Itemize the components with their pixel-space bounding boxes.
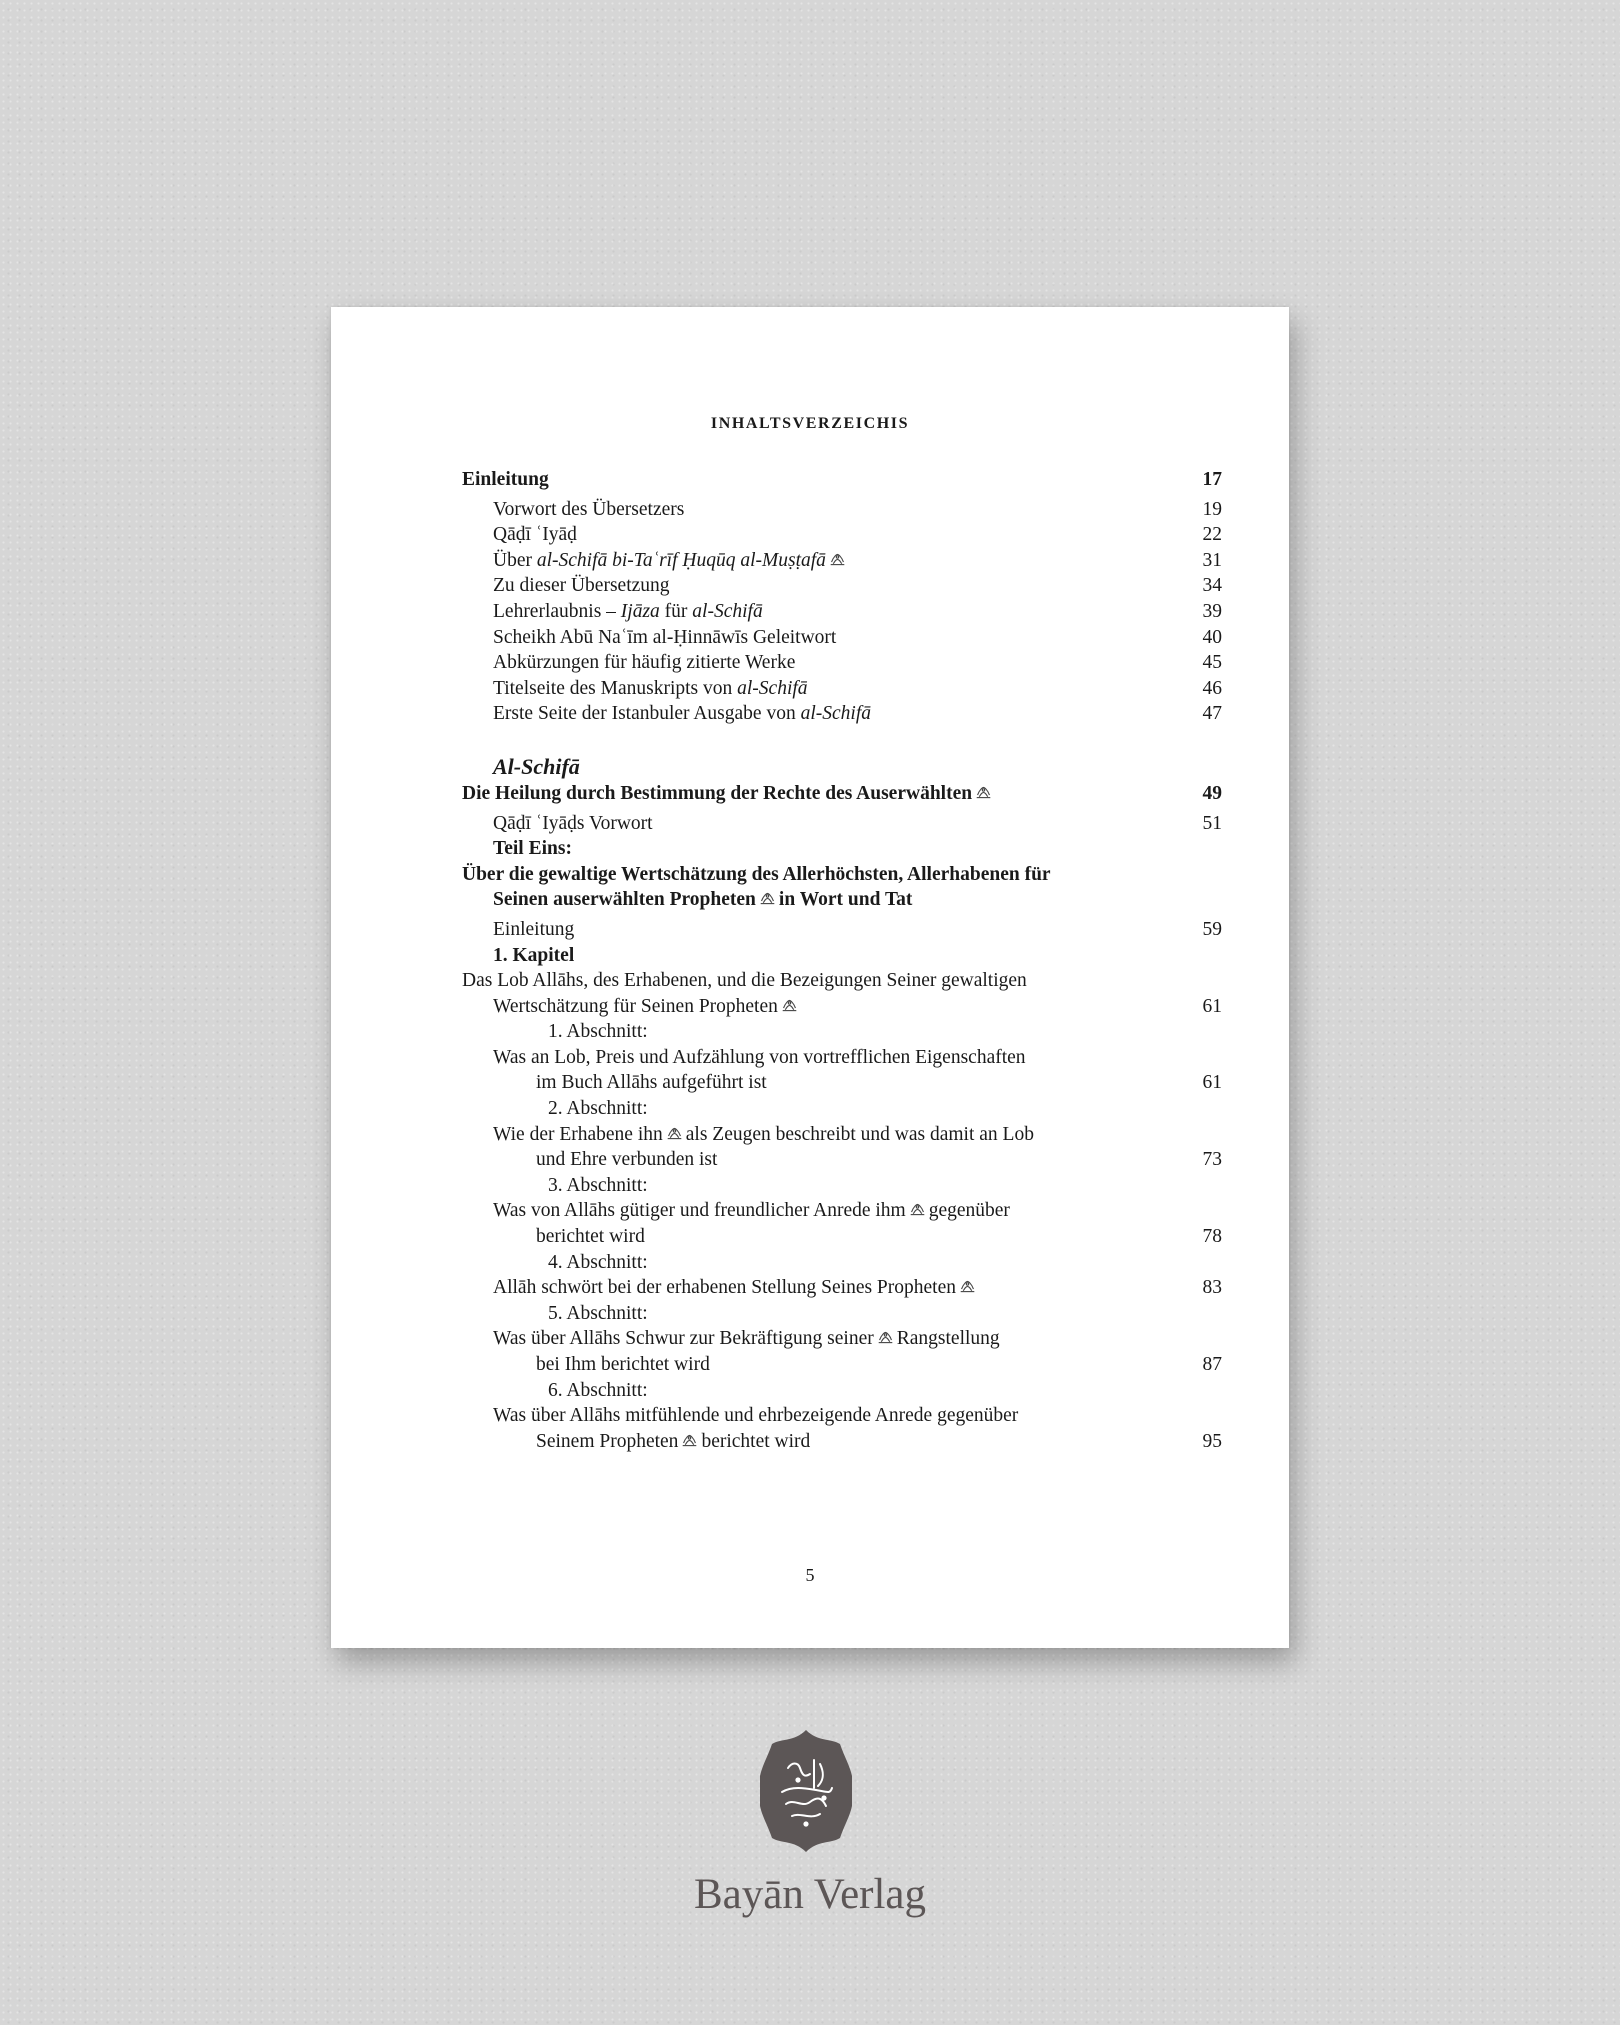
abschnitt-title: Was über Allāhs mitfühlende und ehrbezeigende Anrede gegenüber — [493, 1405, 1019, 1427]
part-label: Teil Eins: — [493, 838, 572, 860]
part-title: Über die gewaltige Wertschätzung des Allerhöchsten, Allerhabenen für — [462, 863, 1051, 885]
toc-entry-subtitle: Die Heilung durch Bestimmung der Rechte des Auserwählten 49 — [462, 781, 1222, 807]
publisher-name: Bayān Verlag — [693, 1871, 927, 1918]
abschnitt-title-continued: bei Ihm berichtet wird 87 — [462, 1352, 1222, 1378]
toc-entry: Titelseite des Manuskripts von al-Schifā 46 — [462, 676, 1222, 702]
abschnitt-title-continued: Seinem Propheten berichtet wird 95 — [462, 1429, 1222, 1455]
part-title-continued: Seinen auserwählten Propheten in Wort und Tat — [493, 889, 913, 911]
abschnitt-label: 3. Abschnitt: — [548, 1174, 648, 1196]
page-number: 51 — [1202, 812, 1222, 834]
chapter-title-continued: Wertschätzung für Seinen Propheten 61 — [462, 994, 1222, 1020]
page-number: 22 — [1202, 524, 1222, 546]
abschnitt-title-continued: im Buch Allāhs aufgeführt ist 61 — [462, 1070, 1222, 1096]
page-number: 95 — [1202, 1430, 1222, 1452]
abschnitt-title: Was über Allāhs Schwur zur Bekräftigung seiner Rangstellung — [493, 1328, 1000, 1350]
toc-entry-einleitung: Einleitung 17 — [462, 467, 1222, 493]
page-number: 78 — [1202, 1226, 1222, 1248]
abschnitt-label: 6. Abschnitt: — [548, 1379, 648, 1401]
section-title: Al-Schifā — [493, 753, 580, 779]
page-number: 87 — [1202, 1354, 1222, 1375]
toc-entry: Abkürzungen für häufig zitierte Werke 45 — [462, 650, 1222, 676]
abschnitt-title: Was von Allāhs gütiger und freundlicher Anrede ihm gegenüber — [493, 1200, 1010, 1222]
chapter-title: Das Lob Allāhs, des Erhabenen, und die Bezeigungen Seiner gewaltigen — [462, 970, 1027, 992]
page-number: 61 — [1202, 995, 1222, 1017]
chapter-label: 1. Kapitel — [493, 944, 575, 966]
abschnitt-title: Was an Lob, Preis und Aufzählung von vortrefflichen Eigenschaften — [493, 1046, 1026, 1068]
page-number: 46 — [1202, 677, 1222, 699]
abschnitt-label: 1. Abschnitt: — [548, 1021, 648, 1043]
salawat-glyph-icon — [877, 1329, 894, 1346]
toc-entry: Lehrerlaubnis – Ijāza für al-Schifā 39 — [462, 599, 1222, 625]
page-number: 40 — [1202, 626, 1222, 648]
page-number: 73 — [1202, 1149, 1222, 1171]
book-page — [331, 307, 1289, 1648]
abschnitt-title: Allāh schwört bei der erhabenen Stellung Seines Propheten 83 — [462, 1275, 1222, 1301]
page-number: 34 — [1202, 575, 1222, 597]
toc-entry: Über al-Schifā bi-Taʿrīf Ḥuqūq al-Muṣṭafā 31 — [462, 548, 1222, 574]
abschnitt-label: 5. Abschnitt: — [548, 1302, 648, 1324]
salawat-glyph-icon — [759, 890, 776, 907]
abschnitt-label: 2. Abschnitt: — [548, 1098, 648, 1120]
table-of-contents — [462, 467, 1222, 1454]
abschnitt-title-continued: berichtet wird 78 — [462, 1224, 1222, 1250]
salawat-glyph-icon — [829, 551, 846, 568]
toc-entry: Einleitung 59 — [462, 917, 1222, 943]
page-number: 17 — [1202, 469, 1222, 490]
toc-entry: Qāḍī ʿIyāḍs Vorwort 51 — [462, 811, 1222, 837]
toc-entry: Erste Seite der Istanbuler Ausgabe von al-Schifā 47 — [462, 701, 1222, 727]
page-number: 83 — [1202, 1277, 1222, 1299]
page-number: 39 — [1202, 600, 1222, 622]
page-number: 47 — [1202, 703, 1222, 725]
salawat-glyph-icon — [909, 1201, 926, 1218]
page-number: 31 — [1202, 549, 1222, 571]
page-number: 59 — [1202, 918, 1222, 940]
toc-entry: Vorwort des Übersetzers 19 — [462, 497, 1222, 523]
abschnitt-title: Wie der Erhabene ihn als Zeugen beschreibt und was damit an Lob — [493, 1123, 1034, 1145]
page-number: 19 — [1202, 498, 1222, 520]
page-number: 49 — [1202, 782, 1222, 804]
page-folio: 5 — [805, 1565, 815, 1585]
salawat-glyph-icon — [681, 1432, 698, 1449]
publisher-calligraphy-logo-icon — [758, 1728, 854, 1854]
toc-entry: Scheikh Abū Naʿīm al-Ḥinnāwīs Geleitwort 40 — [462, 625, 1222, 651]
toc-entry: Zu dieser Übersetzung 34 — [462, 573, 1222, 599]
salawat-glyph-icon — [975, 784, 992, 801]
salawat-glyph-icon — [959, 1278, 976, 1295]
abschnitt-label: 4. Abschnitt: — [548, 1251, 648, 1273]
abschnitt-title-continued: und Ehre verbunden ist 73 — [462, 1147, 1222, 1173]
salawat-glyph-icon — [666, 1125, 683, 1142]
toc-heading: INHALTSVERZEICHIS — [710, 415, 910, 432]
page-number: 45 — [1202, 652, 1222, 674]
toc-entry: Qāḍī ʿIyāḍ 22 — [462, 522, 1222, 548]
salawat-glyph-icon — [781, 997, 798, 1014]
page-number: 61 — [1202, 1072, 1222, 1094]
